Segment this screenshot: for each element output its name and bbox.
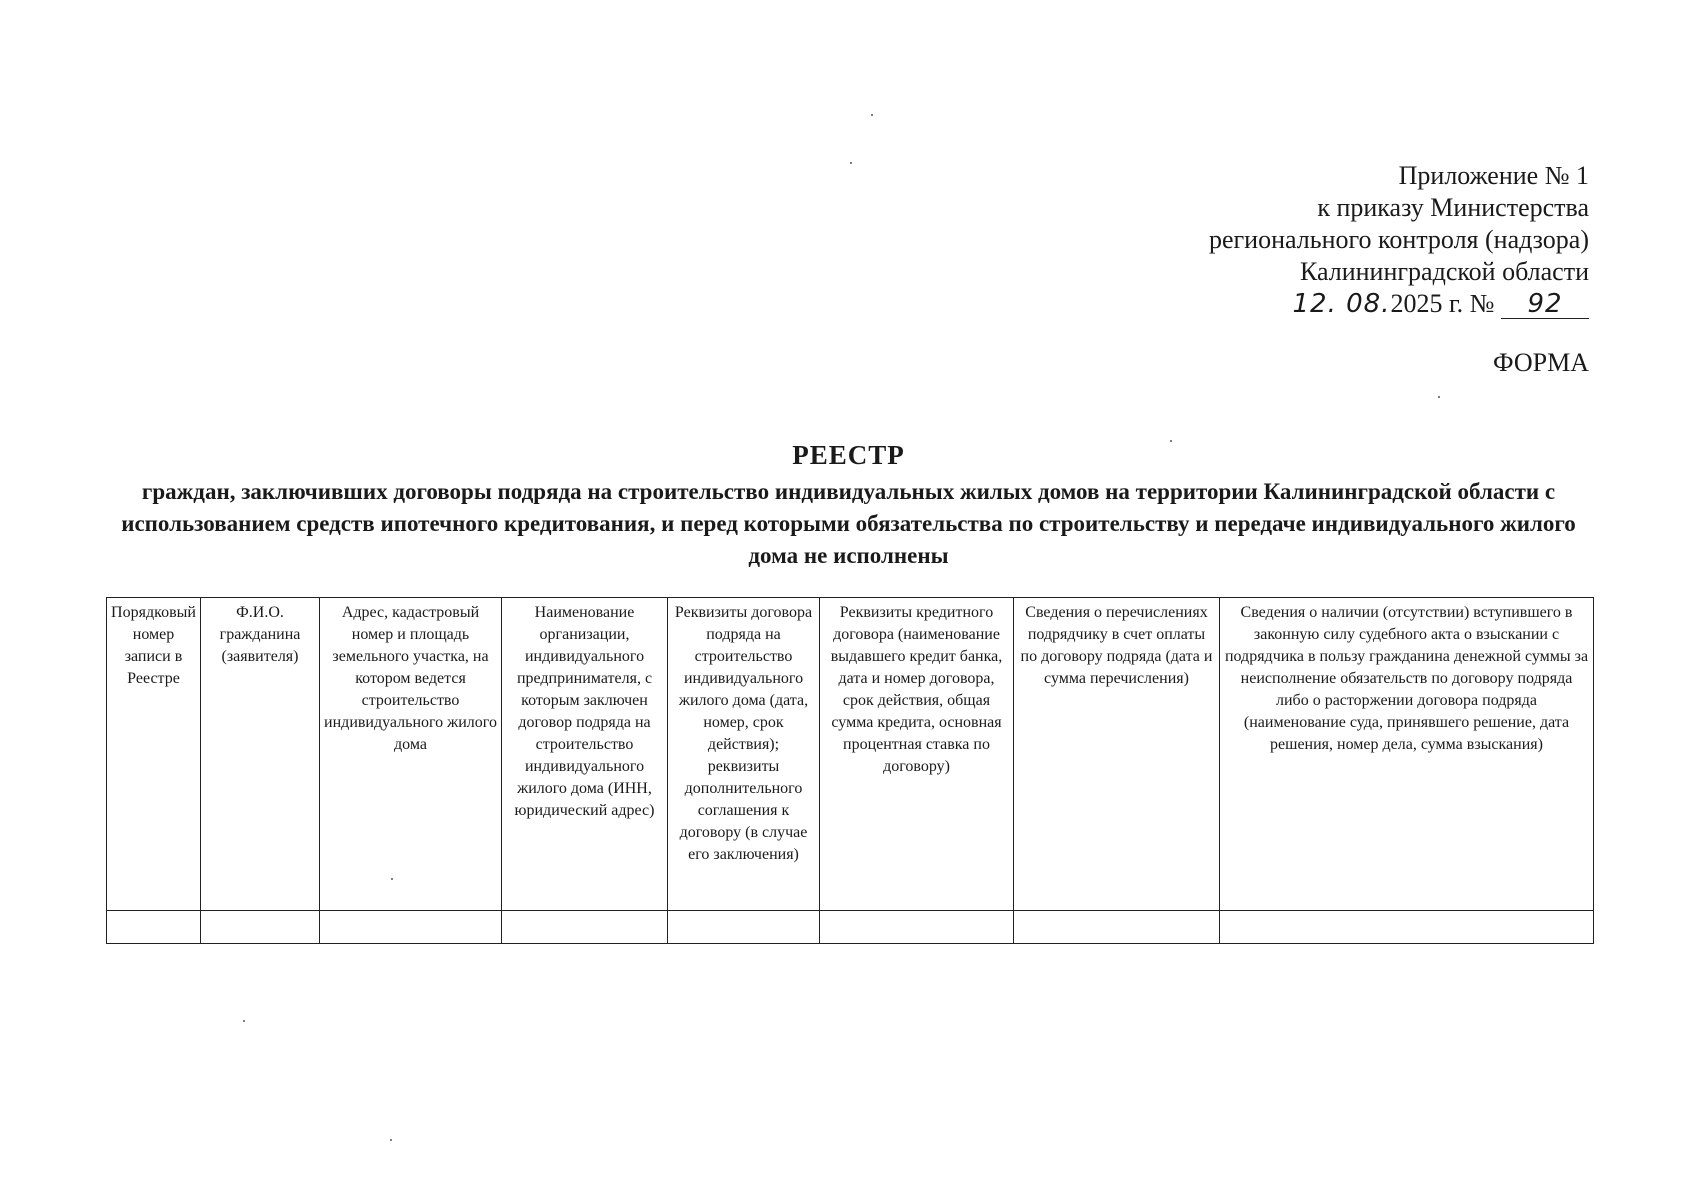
column-header-court-act: Сведения о наличии (отсутствии) вступившего в законную силу судебного акта о взыскании с подрядчика в пользу гражданина денежной суммы за неисполнение обязательств по договору подряда либо о расторжении договора подряда (наименование суда, принявшего решение, дата решения, номер дела, сумма взыскания) — [1220, 598, 1594, 911]
table-cell — [502, 911, 668, 944]
column-header-contractor: Наименование организации, индивидуального предпринимателя, с которым заключен договор подряда на строительство индивидуального жилого дома (ИНН, юридический адрес) — [502, 598, 668, 911]
table-header-row — [107, 598, 1594, 911]
annex-line-4: Калининградской области — [1299, 257, 1589, 286]
scan-speck — [243, 1020, 245, 1022]
handwritten-order-number: 92 — [1501, 290, 1589, 319]
column-header-record-number: Порядковый номер записи в Реестре — [107, 598, 201, 911]
table-cell — [320, 911, 502, 944]
handwritten-date: 12. 08. — [1292, 289, 1391, 319]
year-number-label: 2025 г. № — [1390, 289, 1495, 318]
annex-line-2: к приказу Министерства — [1317, 193, 1589, 222]
column-header-full-name: Ф.И.О. гражданина (заявителя) — [201, 598, 320, 911]
table-cell — [1014, 911, 1220, 944]
page-subtitle: граждан, заключивших договоры подряда на строительство индивидуальных жилых домов на территории Калининградской области с использованием средств ипотечного кредитования, и перед которыми обязательства по строительству и передаче индивидуального жилого дома не исполнены — [121, 479, 1576, 568]
registry-table — [106, 597, 1594, 944]
column-header-payments: Сведения о перечислениях подрядчику в счет оплаты по договору подряда (дата и сумма перечисления) — [1014, 598, 1220, 911]
column-header-contract-details: Реквизиты договора подряда на строительство индивидуального жилого дома (дата, номер, срок действия); реквизиты дополнительного соглашения к договору (в случае его заключения) — [668, 598, 820, 911]
table-cell — [820, 911, 1014, 944]
column-header-land-plot: Адрес, кадастровый номер и площадь земельного участка, на котором ведется строительство индивидуального жилого дома — [320, 598, 502, 911]
annex-block — [1029, 160, 1589, 320]
scan-speck — [871, 114, 873, 116]
page-title: РЕЕСТР — [792, 440, 905, 470]
table-cell — [1220, 911, 1594, 944]
form-label: ФОРМА — [1493, 348, 1589, 377]
table-row — [107, 911, 1594, 944]
annex-date-line — [1029, 288, 1589, 320]
scan-speck — [1438, 396, 1440, 398]
table-cell — [201, 911, 320, 944]
table-cell — [107, 911, 201, 944]
scan-speck — [850, 162, 852, 164]
column-header-credit-agreement: Реквизиты кредитного договора (наименование выдавшего кредит банка, дата и номер договора, срок действия, общая сумма кредита, основная процентная ставка по договору) — [820, 598, 1014, 911]
annex-line-3: регионального контроля (надзора) — [1208, 225, 1589, 254]
annex-line-1: Приложение № 1 — [1398, 161, 1589, 190]
scan-speck — [390, 1139, 392, 1141]
table-cell — [668, 911, 820, 944]
